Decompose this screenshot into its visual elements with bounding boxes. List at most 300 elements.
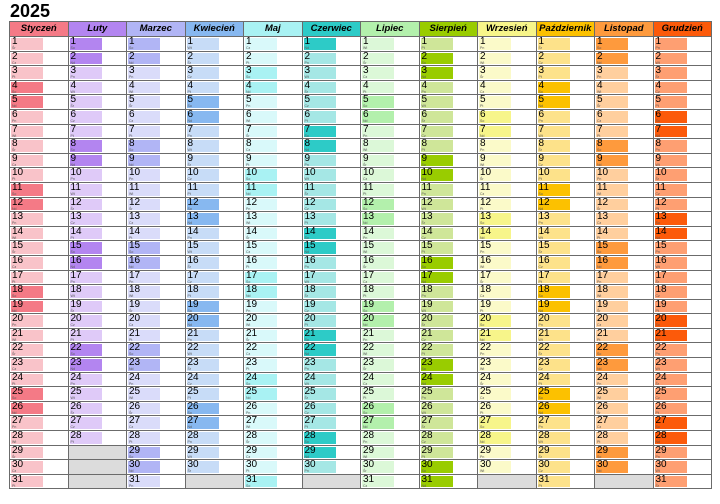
day-cell[interactable]: [653, 299, 712, 314]
day-cell[interactable]: [185, 270, 244, 285]
day-cell[interactable]: [536, 226, 595, 241]
day-cell[interactable]: [478, 241, 537, 256]
day-cell[interactable]: [10, 182, 69, 197]
day-cell[interactable]: [536, 314, 595, 329]
day-cell[interactable]: [653, 285, 712, 300]
day-cell[interactable]: [127, 168, 186, 183]
day-cell[interactable]: [127, 212, 186, 227]
day-cell[interactable]: [244, 95, 303, 110]
day-cell[interactable]: [244, 328, 303, 343]
day-cell[interactable]: [419, 431, 478, 446]
day-cell[interactable]: [127, 255, 186, 270]
day-cell[interactable]: [478, 37, 537, 52]
day-cell[interactable]: [302, 387, 361, 402]
day-cell[interactable]: [68, 226, 127, 241]
day-cell[interactable]: [244, 212, 303, 227]
day-cell[interactable]: [478, 343, 537, 358]
day-cell[interactable]: [361, 314, 420, 329]
day-cell[interactable]: [419, 37, 478, 52]
day-cell[interactable]: [478, 226, 537, 241]
day-cell[interactable]: [302, 153, 361, 168]
day-cell[interactable]: [302, 139, 361, 154]
day-cell[interactable]: [478, 124, 537, 139]
day-cell[interactable]: [536, 416, 595, 431]
day-cell[interactable]: [10, 358, 69, 373]
day-cell[interactable]: [244, 474, 303, 489]
day-cell[interactable]: [244, 460, 303, 475]
day-cell[interactable]: [536, 328, 595, 343]
day-cell[interactable]: [653, 401, 712, 416]
day-cell[interactable]: [536, 431, 595, 446]
day-cell[interactable]: [361, 109, 420, 124]
day-cell[interactable]: [10, 445, 69, 460]
day-cell[interactable]: [10, 153, 69, 168]
day-cell[interactable]: [478, 416, 537, 431]
day-cell[interactable]: [536, 182, 595, 197]
day-cell[interactable]: [478, 66, 537, 81]
day-cell[interactable]: [10, 95, 69, 110]
day-cell[interactable]: [302, 431, 361, 446]
day-cell[interactable]: [68, 153, 127, 168]
day-cell[interactable]: [244, 445, 303, 460]
day-cell[interactable]: [10, 37, 69, 52]
day-cell[interactable]: [595, 270, 654, 285]
day-cell[interactable]: [185, 226, 244, 241]
day-cell[interactable]: [244, 66, 303, 81]
day-cell[interactable]: [653, 37, 712, 52]
day-cell[interactable]: [68, 358, 127, 373]
day-cell[interactable]: [653, 168, 712, 183]
day-cell[interactable]: [244, 343, 303, 358]
day-cell[interactable]: [419, 460, 478, 475]
day-cell[interactable]: [419, 314, 478, 329]
day-cell[interactable]: [10, 431, 69, 446]
day-cell[interactable]: [244, 80, 303, 95]
day-cell[interactable]: [595, 314, 654, 329]
day-cell[interactable]: [419, 299, 478, 314]
day-cell[interactable]: [361, 387, 420, 402]
day-cell[interactable]: [244, 139, 303, 154]
day-cell[interactable]: [361, 431, 420, 446]
day-cell[interactable]: [244, 182, 303, 197]
day-cell[interactable]: [653, 66, 712, 81]
day-cell[interactable]: [361, 328, 420, 343]
day-cell[interactable]: [302, 285, 361, 300]
day-cell[interactable]: [127, 197, 186, 212]
day-cell[interactable]: [302, 372, 361, 387]
day-cell[interactable]: [361, 168, 420, 183]
day-cell[interactable]: [478, 80, 537, 95]
day-cell[interactable]: [185, 80, 244, 95]
day-cell[interactable]: [361, 445, 420, 460]
day-cell[interactable]: [68, 95, 127, 110]
day-cell[interactable]: [361, 153, 420, 168]
day-cell[interactable]: [653, 182, 712, 197]
day-cell[interactable]: [419, 168, 478, 183]
day-cell[interactable]: [361, 182, 420, 197]
day-cell[interactable]: [478, 270, 537, 285]
day-cell[interactable]: [185, 66, 244, 81]
day-cell[interactable]: [10, 372, 69, 387]
day-cell[interactable]: [244, 401, 303, 416]
day-cell[interactable]: [302, 343, 361, 358]
day-cell[interactable]: [10, 51, 69, 66]
day-cell[interactable]: [185, 168, 244, 183]
day-cell[interactable]: [595, 124, 654, 139]
day-cell[interactable]: [653, 109, 712, 124]
day-cell[interactable]: [361, 401, 420, 416]
day-cell[interactable]: [185, 37, 244, 52]
day-cell[interactable]: [478, 109, 537, 124]
day-cell[interactable]: [185, 124, 244, 139]
day-cell[interactable]: [185, 343, 244, 358]
day-cell[interactable]: [595, 328, 654, 343]
day-cell[interactable]: [244, 37, 303, 52]
day-cell[interactable]: [536, 358, 595, 373]
day-cell[interactable]: [127, 387, 186, 402]
day-cell[interactable]: [302, 66, 361, 81]
day-cell[interactable]: [185, 51, 244, 66]
day-cell[interactable]: [10, 285, 69, 300]
day-cell[interactable]: [361, 124, 420, 139]
day-cell[interactable]: [302, 51, 361, 66]
day-cell[interactable]: [653, 270, 712, 285]
day-cell[interactable]: [127, 474, 186, 489]
day-cell[interactable]: [361, 416, 420, 431]
day-cell[interactable]: [419, 124, 478, 139]
day-cell[interactable]: [185, 460, 244, 475]
day-cell[interactable]: [478, 387, 537, 402]
day-cell[interactable]: [595, 153, 654, 168]
day-cell[interactable]: [536, 212, 595, 227]
day-cell[interactable]: [185, 416, 244, 431]
day-cell[interactable]: [653, 343, 712, 358]
day-cell[interactable]: [10, 328, 69, 343]
day-cell[interactable]: [302, 212, 361, 227]
day-cell[interactable]: [419, 139, 478, 154]
day-cell[interactable]: [478, 299, 537, 314]
day-cell[interactable]: [185, 139, 244, 154]
day-cell[interactable]: [127, 401, 186, 416]
day-cell[interactable]: [302, 95, 361, 110]
day-cell[interactable]: [361, 139, 420, 154]
day-cell[interactable]: [419, 401, 478, 416]
day-cell[interactable]: [185, 197, 244, 212]
day-cell[interactable]: [595, 109, 654, 124]
day-cell[interactable]: [361, 270, 420, 285]
day-cell[interactable]: [244, 358, 303, 373]
day-cell[interactable]: [10, 139, 69, 154]
day-cell[interactable]: [127, 182, 186, 197]
day-cell[interactable]: [244, 387, 303, 402]
day-cell[interactable]: [536, 139, 595, 154]
day-cell[interactable]: [536, 37, 595, 52]
day-cell[interactable]: [478, 358, 537, 373]
day-cell[interactable]: [653, 431, 712, 446]
day-cell[interactable]: [185, 299, 244, 314]
day-cell[interactable]: [595, 255, 654, 270]
day-cell[interactable]: [302, 445, 361, 460]
day-cell[interactable]: [595, 197, 654, 212]
day-cell[interactable]: [68, 139, 127, 154]
day-cell[interactable]: [653, 372, 712, 387]
day-cell[interactable]: [185, 387, 244, 402]
day-cell[interactable]: [68, 372, 127, 387]
day-cell[interactable]: [127, 445, 186, 460]
day-cell[interactable]: [653, 51, 712, 66]
day-cell[interactable]: [127, 80, 186, 95]
day-cell[interactable]: [419, 328, 478, 343]
day-cell[interactable]: [68, 109, 127, 124]
day-cell[interactable]: [361, 197, 420, 212]
day-cell[interactable]: [302, 416, 361, 431]
day-cell[interactable]: [68, 80, 127, 95]
day-cell[interactable]: [10, 241, 69, 256]
day-cell[interactable]: [653, 95, 712, 110]
day-cell[interactable]: [419, 153, 478, 168]
day-cell[interactable]: [361, 255, 420, 270]
day-cell[interactable]: [10, 212, 69, 227]
day-cell[interactable]: [478, 445, 537, 460]
day-cell[interactable]: [361, 241, 420, 256]
day-cell[interactable]: [478, 153, 537, 168]
day-cell[interactable]: [127, 285, 186, 300]
day-cell[interactable]: [68, 255, 127, 270]
day-cell[interactable]: [595, 387, 654, 402]
day-cell[interactable]: [478, 401, 537, 416]
day-cell[interactable]: [68, 431, 127, 446]
day-cell[interactable]: [127, 241, 186, 256]
day-cell[interactable]: [68, 328, 127, 343]
day-cell[interactable]: [595, 37, 654, 52]
day-cell[interactable]: [68, 212, 127, 227]
day-cell[interactable]: [361, 95, 420, 110]
day-cell[interactable]: [302, 460, 361, 475]
day-cell[interactable]: [10, 416, 69, 431]
day-cell[interactable]: [302, 255, 361, 270]
day-cell[interactable]: [595, 51, 654, 66]
day-cell[interactable]: [536, 474, 595, 489]
day-cell[interactable]: [10, 270, 69, 285]
day-cell[interactable]: [653, 139, 712, 154]
day-cell[interactable]: [361, 212, 420, 227]
day-cell[interactable]: [10, 226, 69, 241]
day-cell[interactable]: [361, 226, 420, 241]
day-cell[interactable]: [127, 314, 186, 329]
day-cell[interactable]: [185, 401, 244, 416]
day-cell[interactable]: [68, 285, 127, 300]
day-cell[interactable]: [244, 255, 303, 270]
day-cell[interactable]: [536, 168, 595, 183]
day-cell[interactable]: [653, 226, 712, 241]
day-cell[interactable]: [302, 197, 361, 212]
day-cell[interactable]: [68, 314, 127, 329]
day-cell[interactable]: [595, 168, 654, 183]
day-cell[interactable]: [185, 255, 244, 270]
day-cell[interactable]: [10, 124, 69, 139]
day-cell[interactable]: [653, 241, 712, 256]
day-cell[interactable]: [478, 328, 537, 343]
day-cell[interactable]: [10, 168, 69, 183]
day-cell[interactable]: [536, 445, 595, 460]
day-cell[interactable]: [244, 241, 303, 256]
day-cell[interactable]: [10, 387, 69, 402]
day-cell[interactable]: [653, 314, 712, 329]
day-cell[interactable]: [419, 416, 478, 431]
day-cell[interactable]: [478, 372, 537, 387]
day-cell[interactable]: [478, 212, 537, 227]
day-cell[interactable]: [185, 328, 244, 343]
day-cell[interactable]: [419, 255, 478, 270]
day-cell[interactable]: [478, 285, 537, 300]
day-cell[interactable]: [536, 299, 595, 314]
day-cell[interactable]: [536, 343, 595, 358]
day-cell[interactable]: [244, 299, 303, 314]
day-cell[interactable]: [419, 226, 478, 241]
day-cell[interactable]: [10, 66, 69, 81]
day-cell[interactable]: [127, 226, 186, 241]
day-cell[interactable]: [419, 197, 478, 212]
day-cell[interactable]: [185, 358, 244, 373]
day-cell[interactable]: [478, 168, 537, 183]
day-cell[interactable]: [302, 124, 361, 139]
day-cell[interactable]: [595, 80, 654, 95]
day-cell[interactable]: [419, 66, 478, 81]
day-cell[interactable]: [536, 241, 595, 256]
day-cell[interactable]: [244, 431, 303, 446]
day-cell[interactable]: [10, 474, 69, 489]
day-cell[interactable]: [185, 431, 244, 446]
day-cell[interactable]: [127, 124, 186, 139]
day-cell[interactable]: [361, 358, 420, 373]
day-cell[interactable]: [10, 197, 69, 212]
day-cell[interactable]: [361, 51, 420, 66]
day-cell[interactable]: [595, 66, 654, 81]
day-cell[interactable]: [127, 372, 186, 387]
day-cell[interactable]: [127, 299, 186, 314]
day-cell[interactable]: [478, 51, 537, 66]
day-cell[interactable]: [68, 387, 127, 402]
day-cell[interactable]: [478, 197, 537, 212]
day-cell[interactable]: [127, 358, 186, 373]
day-cell[interactable]: [653, 197, 712, 212]
day-cell[interactable]: [595, 343, 654, 358]
day-cell[interactable]: [68, 66, 127, 81]
day-cell[interactable]: [244, 416, 303, 431]
day-cell[interactable]: [595, 95, 654, 110]
day-cell[interactable]: [536, 401, 595, 416]
day-cell[interactable]: [653, 416, 712, 431]
day-cell[interactable]: [68, 299, 127, 314]
day-cell[interactable]: [536, 270, 595, 285]
day-cell[interactable]: [361, 460, 420, 475]
day-cell[interactable]: [244, 372, 303, 387]
day-cell[interactable]: [244, 314, 303, 329]
day-cell[interactable]: [10, 80, 69, 95]
day-cell[interactable]: [595, 358, 654, 373]
day-cell[interactable]: [244, 109, 303, 124]
day-cell[interactable]: [361, 80, 420, 95]
day-cell[interactable]: [653, 212, 712, 227]
day-cell[interactable]: [127, 109, 186, 124]
day-cell[interactable]: [244, 124, 303, 139]
day-cell[interactable]: [185, 212, 244, 227]
day-cell[interactable]: [361, 299, 420, 314]
day-cell[interactable]: [595, 226, 654, 241]
day-cell[interactable]: [419, 387, 478, 402]
day-cell[interactable]: [595, 212, 654, 227]
day-cell[interactable]: [68, 270, 127, 285]
day-cell[interactable]: [127, 66, 186, 81]
day-cell[interactable]: [419, 51, 478, 66]
day-cell[interactable]: [127, 343, 186, 358]
day-cell[interactable]: [419, 358, 478, 373]
day-cell[interactable]: [302, 226, 361, 241]
day-cell[interactable]: [653, 358, 712, 373]
day-cell[interactable]: [419, 109, 478, 124]
day-cell[interactable]: [419, 80, 478, 95]
day-cell[interactable]: [536, 51, 595, 66]
day-cell[interactable]: [302, 37, 361, 52]
day-cell[interactable]: [302, 80, 361, 95]
day-cell[interactable]: [419, 95, 478, 110]
day-cell[interactable]: [68, 182, 127, 197]
day-cell[interactable]: [10, 314, 69, 329]
day-cell[interactable]: [595, 401, 654, 416]
day-cell[interactable]: [536, 124, 595, 139]
day-cell[interactable]: [68, 416, 127, 431]
day-cell[interactable]: [127, 460, 186, 475]
day-cell[interactable]: [68, 51, 127, 66]
day-cell[interactable]: [595, 299, 654, 314]
day-cell[interactable]: [536, 387, 595, 402]
day-cell[interactable]: [419, 343, 478, 358]
day-cell[interactable]: [653, 474, 712, 489]
day-cell[interactable]: [185, 95, 244, 110]
day-cell[interactable]: [478, 255, 537, 270]
day-cell[interactable]: [127, 416, 186, 431]
day-cell[interactable]: [536, 255, 595, 270]
day-cell[interactable]: [653, 387, 712, 402]
day-cell[interactable]: [361, 285, 420, 300]
day-cell[interactable]: [127, 139, 186, 154]
day-cell[interactable]: [302, 299, 361, 314]
day-cell[interactable]: [244, 270, 303, 285]
day-cell[interactable]: [419, 285, 478, 300]
day-cell[interactable]: [419, 474, 478, 489]
day-cell[interactable]: [536, 460, 595, 475]
day-cell[interactable]: [653, 460, 712, 475]
day-cell[interactable]: [302, 314, 361, 329]
day-cell[interactable]: [185, 285, 244, 300]
day-cell[interactable]: [536, 66, 595, 81]
day-cell[interactable]: [10, 255, 69, 270]
day-cell[interactable]: [185, 314, 244, 329]
day-cell[interactable]: [478, 95, 537, 110]
day-cell[interactable]: [10, 109, 69, 124]
day-cell[interactable]: [653, 80, 712, 95]
day-cell[interactable]: [536, 372, 595, 387]
day-cell[interactable]: [127, 431, 186, 446]
day-cell[interactable]: [361, 474, 420, 489]
day-cell[interactable]: [302, 182, 361, 197]
day-cell[interactable]: [127, 153, 186, 168]
day-cell[interactable]: [244, 226, 303, 241]
day-cell[interactable]: [10, 299, 69, 314]
day-cell[interactable]: [478, 139, 537, 154]
day-cell[interactable]: [68, 343, 127, 358]
day-cell[interactable]: [595, 241, 654, 256]
